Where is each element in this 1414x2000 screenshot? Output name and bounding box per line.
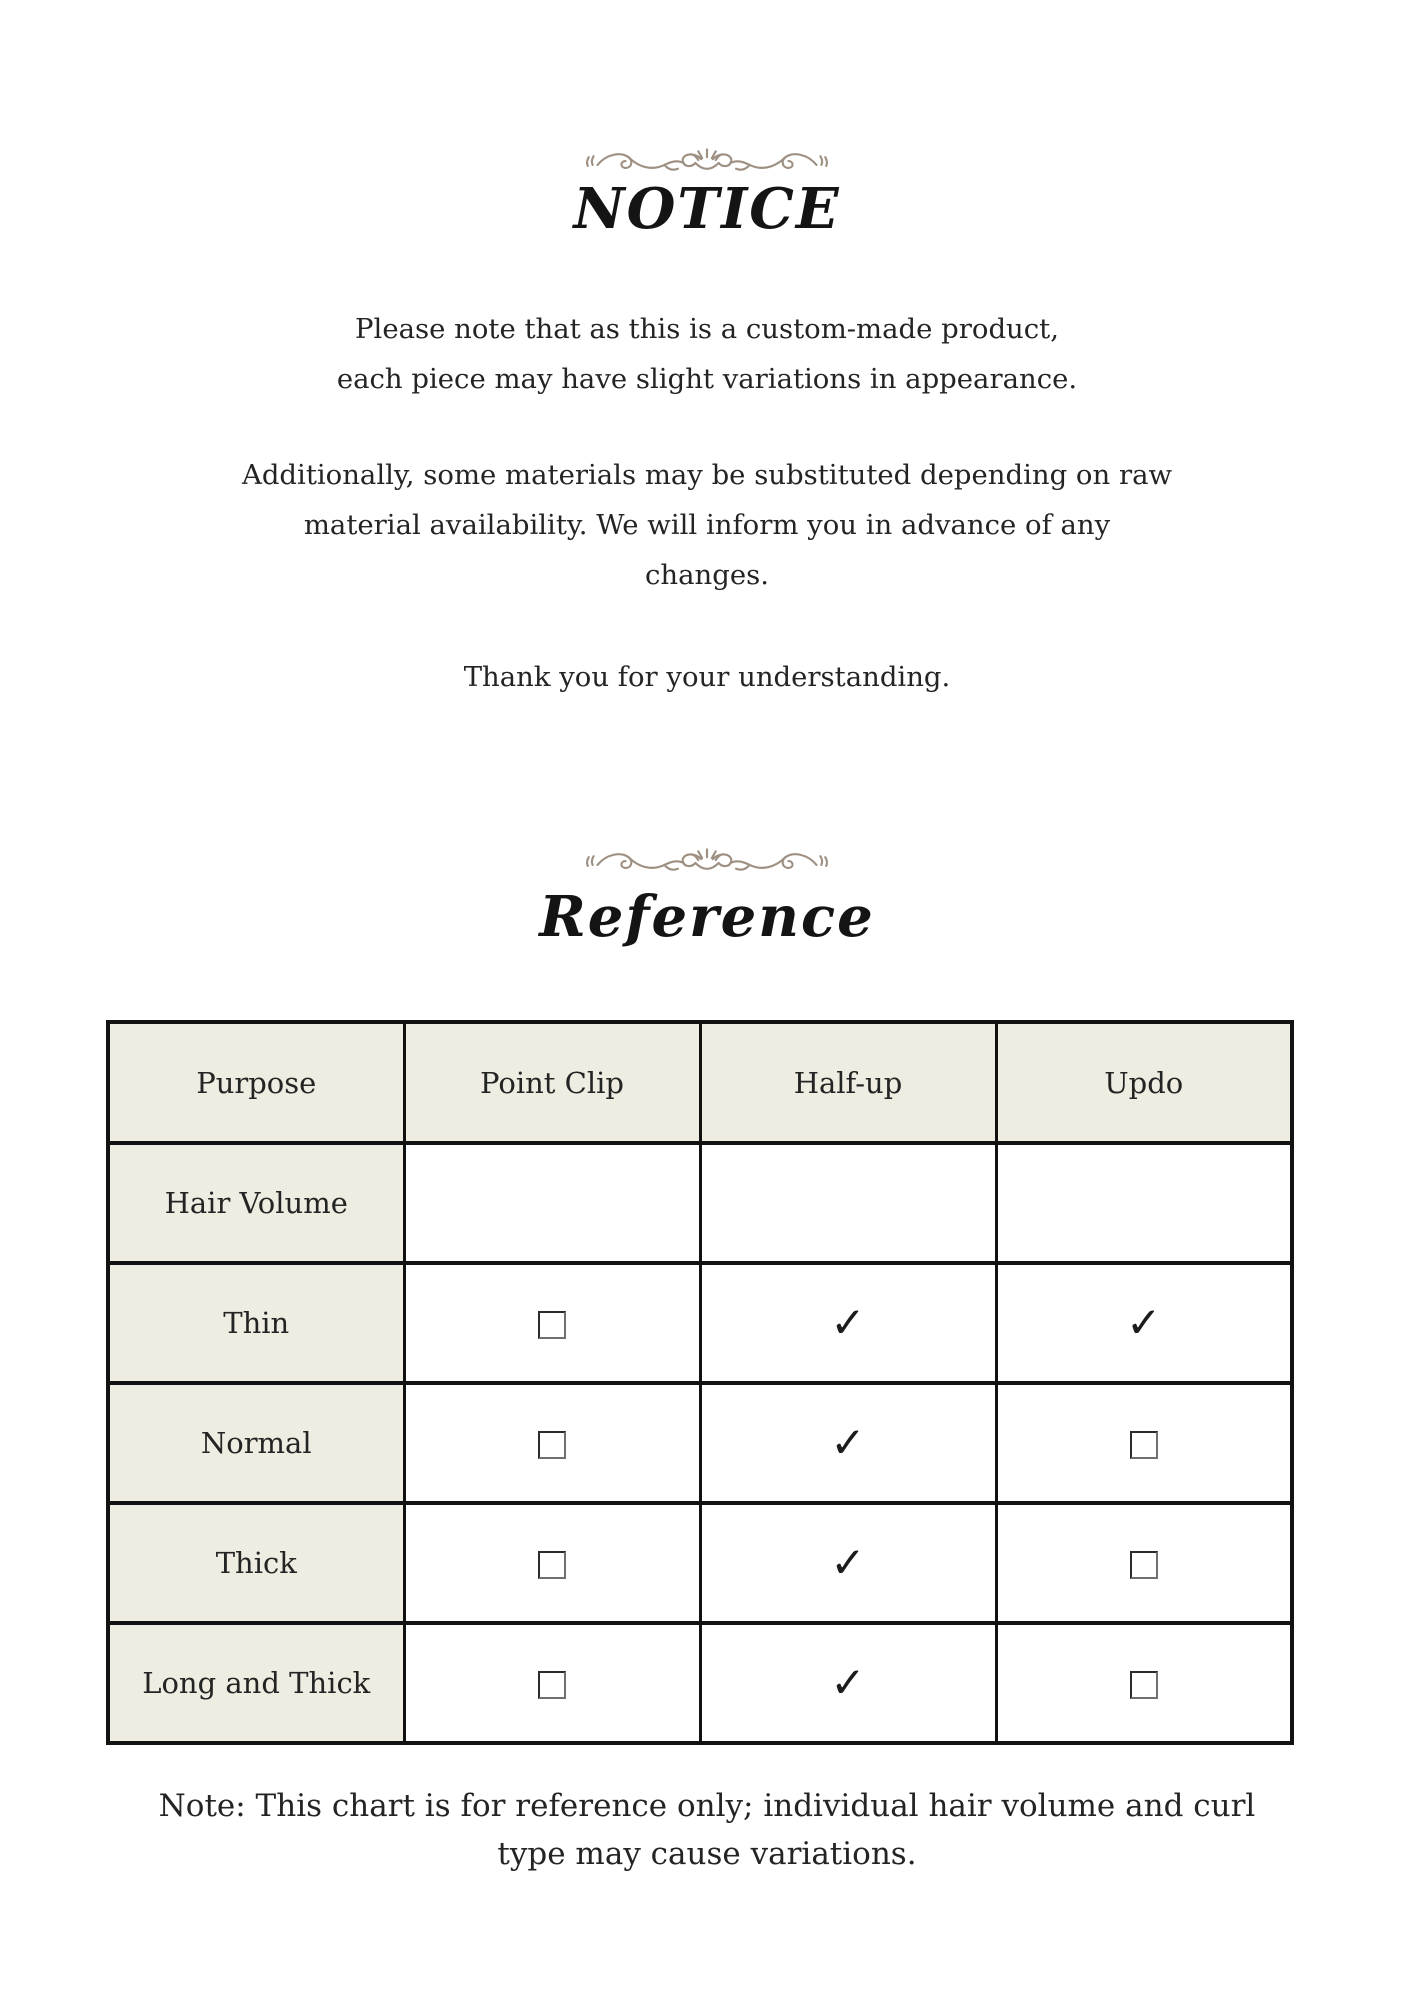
note-line: Note: This chart is for reference only; individual hair volume and curl xyxy=(158,1788,1256,1824)
note-line: type may cause variations. xyxy=(497,1836,917,1872)
table-cell xyxy=(404,1143,700,1263)
notice-title: NOTICE xyxy=(573,176,841,242)
table-row-thin xyxy=(108,1263,1292,1383)
column-header-purpose: Purpose xyxy=(108,1022,404,1143)
paragraph-line: changes. xyxy=(645,559,769,591)
paragraph-line: Please note that as this is a custom-made product, xyxy=(355,313,1059,345)
table-cell xyxy=(700,1143,996,1263)
reference-flourish-wrap xyxy=(0,846,1414,882)
table-cell xyxy=(404,1383,700,1503)
checkmark-icon xyxy=(830,1302,865,1344)
reference-note xyxy=(0,1782,1414,1878)
table-row-normal xyxy=(108,1383,1292,1503)
notice-paragraph-3 xyxy=(0,652,1414,702)
paragraph-line: material availability. We will inform you in advance of any xyxy=(303,509,1111,541)
reference-table xyxy=(106,1020,1294,1745)
column-header-half-up: Half-up xyxy=(700,1022,996,1143)
flourish-divider-icon xyxy=(581,146,833,178)
checkbox-icon xyxy=(1130,1671,1158,1699)
checkbox-icon xyxy=(538,1431,566,1459)
checkbox-icon xyxy=(1130,1551,1158,1579)
checkbox-icon xyxy=(1130,1431,1158,1459)
table-cell xyxy=(996,1503,1292,1623)
checkbox-icon xyxy=(538,1551,566,1579)
table-cell xyxy=(996,1263,1292,1383)
table-cell xyxy=(700,1623,996,1743)
column-header-point-clip: Point Clip xyxy=(404,1022,700,1143)
table-cell xyxy=(996,1623,1292,1743)
table-header-row xyxy=(108,1022,1292,1143)
table-row-thick xyxy=(108,1503,1292,1623)
checkmark-icon xyxy=(830,1542,865,1584)
checkmark-icon xyxy=(830,1422,865,1464)
table-cell xyxy=(404,1503,700,1623)
checkmark-icon xyxy=(1126,1302,1161,1344)
reference-title: Reference xyxy=(539,884,875,950)
table-cell xyxy=(700,1263,996,1383)
row-label: Normal xyxy=(108,1383,404,1503)
row-label: Long and Thick xyxy=(108,1623,404,1743)
table-cell xyxy=(700,1503,996,1623)
table-row-long-and-thick xyxy=(108,1623,1292,1743)
flourish-divider-icon xyxy=(581,846,833,878)
column-header-updo: Updo xyxy=(996,1022,1292,1143)
row-label: Hair Volume xyxy=(108,1143,404,1263)
notice-paragraph-2 xyxy=(0,450,1414,600)
table-row-hair-volume xyxy=(108,1143,1292,1263)
checkmark-icon xyxy=(830,1662,865,1704)
table-cell xyxy=(996,1383,1292,1503)
paragraph-line: Additionally, some materials may be substituted depending on raw xyxy=(241,459,1173,491)
row-label: Thick xyxy=(108,1503,404,1623)
table-cell xyxy=(996,1143,1292,1263)
row-label: Thin xyxy=(108,1263,404,1383)
table-cell xyxy=(404,1263,700,1383)
paragraph-line: each piece may have slight variations in appearance. xyxy=(336,363,1078,395)
checkbox-icon xyxy=(538,1671,566,1699)
notice-paragraph-1 xyxy=(0,304,1414,404)
table-cell xyxy=(700,1383,996,1503)
paragraph-line: Thank you for your understanding. xyxy=(463,661,951,693)
checkbox-icon xyxy=(538,1311,566,1339)
table-cell xyxy=(404,1623,700,1743)
